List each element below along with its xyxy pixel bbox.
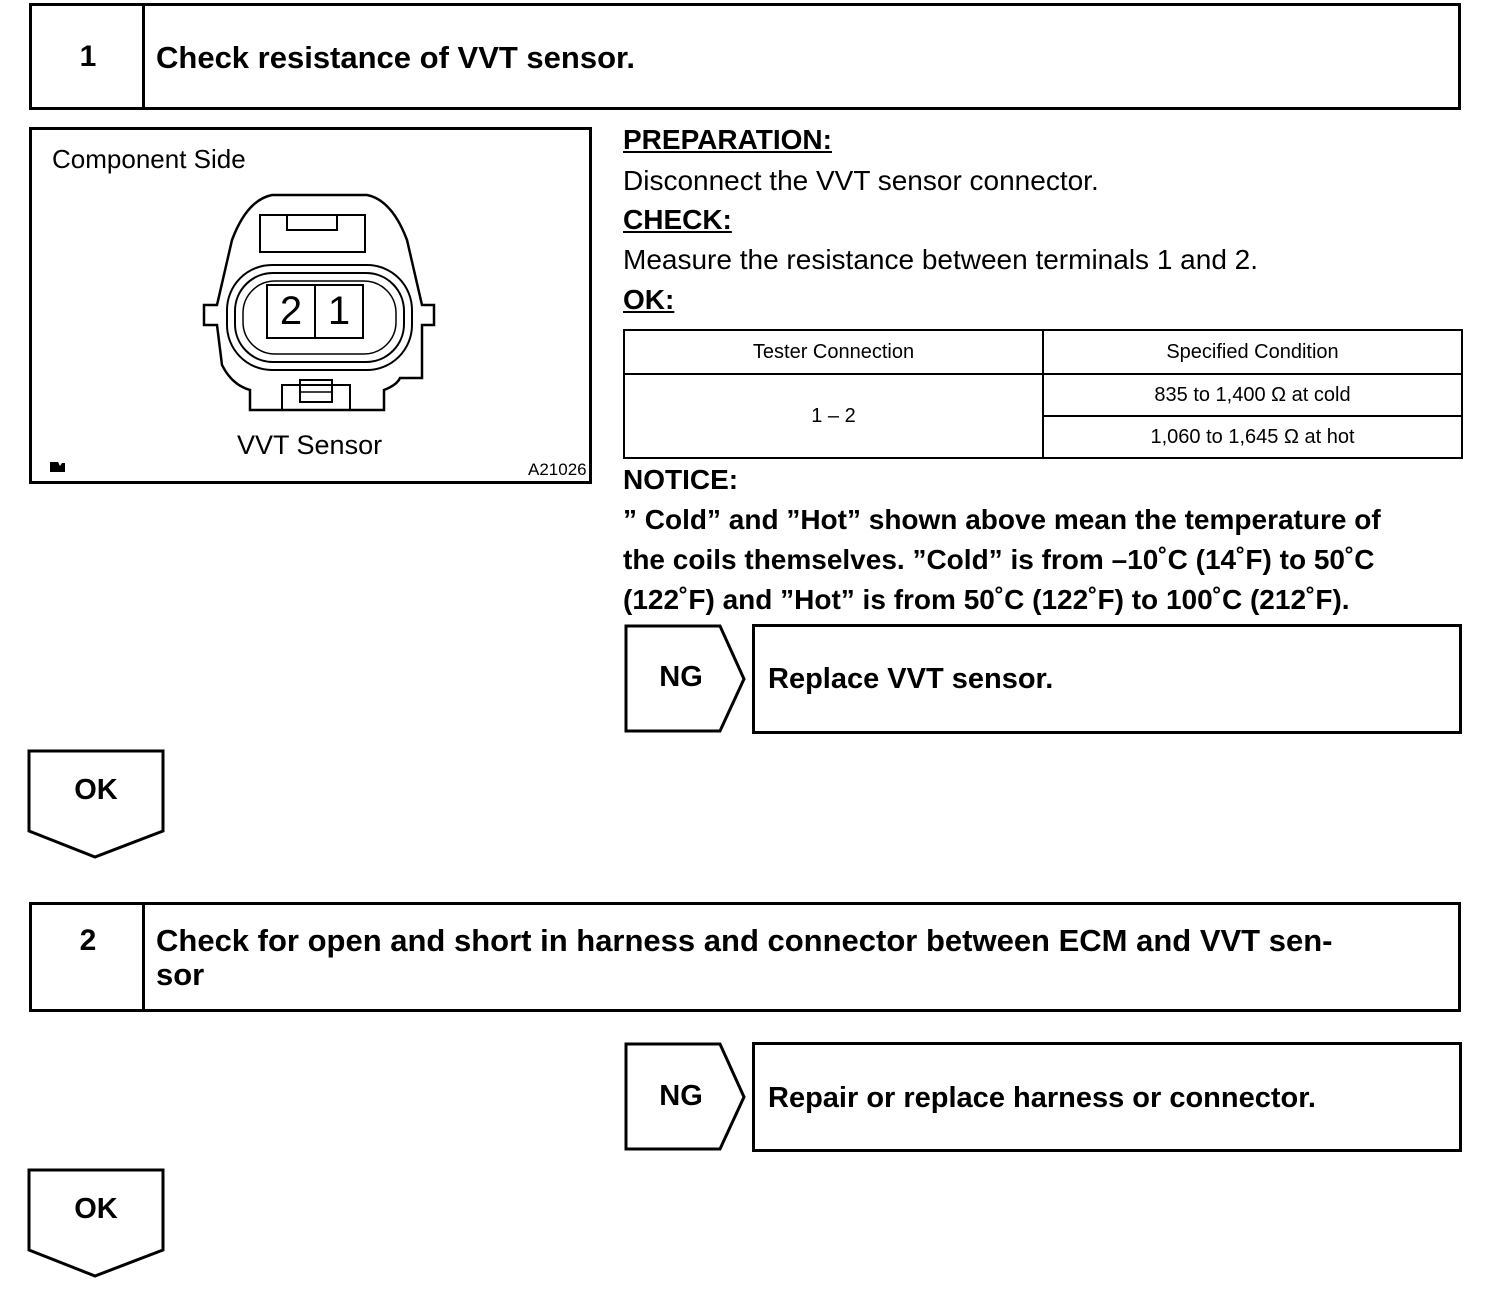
ok-label-2: OK xyxy=(74,1193,118,1225)
ng-action-box-1 xyxy=(752,624,1462,734)
hot-condition: 1,060 to 1,645 Ω at hot xyxy=(1043,416,1462,458)
step-2-header xyxy=(29,902,1461,1012)
ng-action-box-2 xyxy=(752,1042,1462,1152)
ng-label-1: NG xyxy=(659,661,703,693)
step-2-title-line-2: sor xyxy=(156,957,205,992)
component-side-label: Component Side xyxy=(52,144,246,174)
ok-spec-label: OK: xyxy=(623,284,675,315)
figure-id: A21026 xyxy=(528,460,587,479)
notice-line-2: the coils themselves. ”Cold” is from –10˚C (14˚F) to 50˚C xyxy=(623,544,1375,575)
spec-table-header-row xyxy=(624,330,1462,374)
step-1-header xyxy=(29,3,1461,110)
terminal-2-label: 2 xyxy=(279,289,303,333)
step-2-number: 2 xyxy=(79,924,97,957)
component-figure xyxy=(29,127,592,484)
spec-table-row xyxy=(624,374,1462,416)
notice-line-3: (122˚F) and ”Hot” is from 50˚C (122˚F) to 100˚C (212˚F). xyxy=(623,584,1350,615)
ng-action-2: Repair or replace harness or connector. xyxy=(768,1082,1316,1114)
header-specified-condition: Specified Condition xyxy=(1043,330,1462,374)
check-text: Measure the resistance between terminals 1 and 2. xyxy=(623,244,1259,275)
notice-line-1: ” Cold” and ”Hot” shown above mean the temperature of xyxy=(623,504,1381,535)
step-2-title-line-1: Check for open and short in harness and connector between ECM and VVT sen- xyxy=(156,923,1333,958)
terminal-1-label: 1 xyxy=(327,289,351,333)
preparation-text: Disconnect the VVT sensor connector. xyxy=(623,165,1099,196)
step-1-number: 1 xyxy=(79,40,97,73)
ng-label-2: NG xyxy=(659,1080,703,1112)
preparation-label: PREPARATION: xyxy=(623,124,832,155)
spec-table xyxy=(623,329,1463,459)
notice-label: NOTICE: xyxy=(623,464,739,495)
tester-connection-value: 1 – 2 xyxy=(624,374,1043,458)
check-label: CHECK: xyxy=(623,204,732,235)
ng-action-1: Replace VVT sensor. xyxy=(768,663,1054,695)
ok-label-1: OK xyxy=(74,774,118,806)
cold-condition: 835 to 1,400 Ω at cold xyxy=(1043,374,1462,416)
step-1-title: Check resistance of VVT sensor. xyxy=(156,40,635,75)
header-tester-connection: Tester Connection xyxy=(624,330,1043,374)
figure-caption: VVT Sensor xyxy=(237,430,383,460)
